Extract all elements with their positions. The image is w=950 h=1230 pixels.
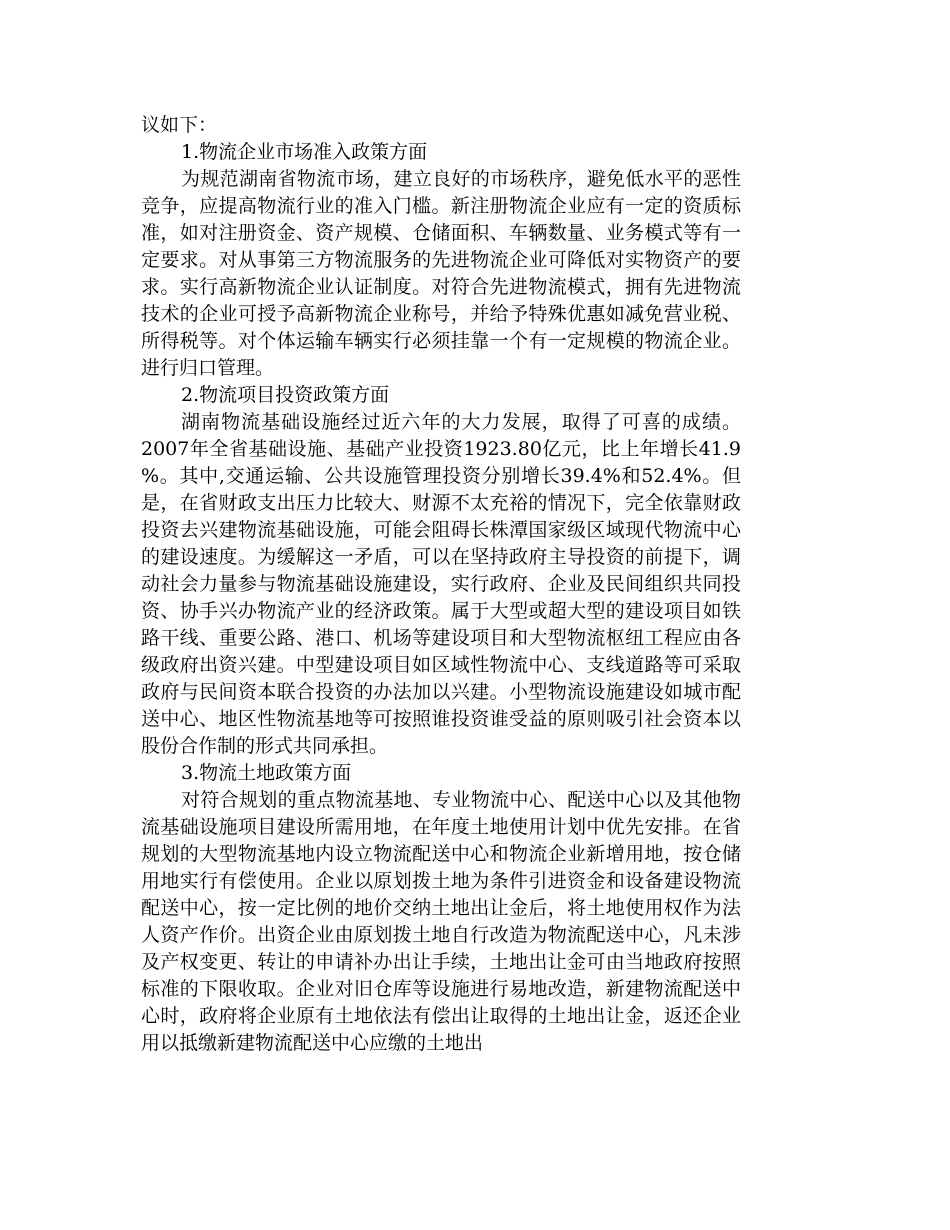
paragraph-intro: 议如下： <box>141 114 218 136</box>
paragraph-section-1: 为规范湖南省物流市场，建立良好的市场秩序，避免低水平的恶性竞争，应提高物流行业的准入门槛。新注册物流企业应有一定的资质标准，如对注册资金、资产规模、仓储面积、车辆数量、业务模式等有一定要求。对从事第三方物流服务的先进物流企业可降低对实物资产的要求。实行高新物流企业认证制度。对符合先进物流模式，拥有先进物流技术的企业可授予高新物流企业称号，并给予特殊优惠如减免营业税、所得税等。对个体运输车辆实行必须挂靠一个有一定规模的物流企业。进行归口管理。 <box>141 168 741 379</box>
section-heading-2: 2.物流项目投资政策方面 <box>181 384 390 406</box>
section-heading-3: 3.物流土地政策方面 <box>181 762 352 784</box>
document-body <box>141 112 741 1057</box>
section-heading-1: 1.物流企业市场准入政策方面 <box>181 141 428 163</box>
paragraph-section-2: 湖南物流基础设施经过近六年的大力发展，取得了可喜的成绩。2007年全省基础设施、基础产业投资1923.80亿元，比上年增长41.9 %。其中,交通运输、公共设施管理投资分别增长39.4%和52.4%。但是，在省财政支出压力比较大、财源不太充裕的情况下，完全依靠财政投资去兴建物流基础设施，可能会阻碍长株潭国家级区域现代物流中心的建设速度。为缓解这一矛盾，可以在坚持政府主导投资的前提下，调动社会力量参与物流基础设施建设，实行政府、企业及民间组织共同投资、协手兴办物流产业的经济政策。属于大型或超大型的建设项目如铁路干线、重要公路、港口、机场等建设项目和大型物流枢纽工程应由各级政府出资兴建。中型建设项目如区域性物流中心、支线道路等可采取政府与民间资本联合投资的办法加以兴建。小型物流设施建设如城市配送中心、地区性物流基地等可按照谁投资谁受益的原则吸引社会资本以股份合作制的形式共同承担。 <box>141 411 741 757</box>
paragraph-section-3: 对符合规划的重点物流基地、专业物流中心、配送中心以及其他物流基础设施项目建设所需用地，在年度土地使用计划中优先安排。在省规划的大型物流基地内设立物流配送中心和物流企业新增用地，按仓储用地实行有偿使用。企业以原划拨土地为条件引进资金和设备建设物流配送中心，按一定比例的地价交纳土地出让金后，将土地使用权作为法人资产作价。出资企业由原划拨土地自行改造为物流配送中心，凡未涉及产权变更、转让的申请补办出让手续，土地出让金可由当地政府按照标准的下限收取。企业对旧仓库等设施进行易地改造，新建物流配送中心时，政府将企业原有土地依法有偿出让取得的土地出让金，返还企业用以抵缴新建物流配送中心应缴的土地出 <box>141 789 741 1054</box>
